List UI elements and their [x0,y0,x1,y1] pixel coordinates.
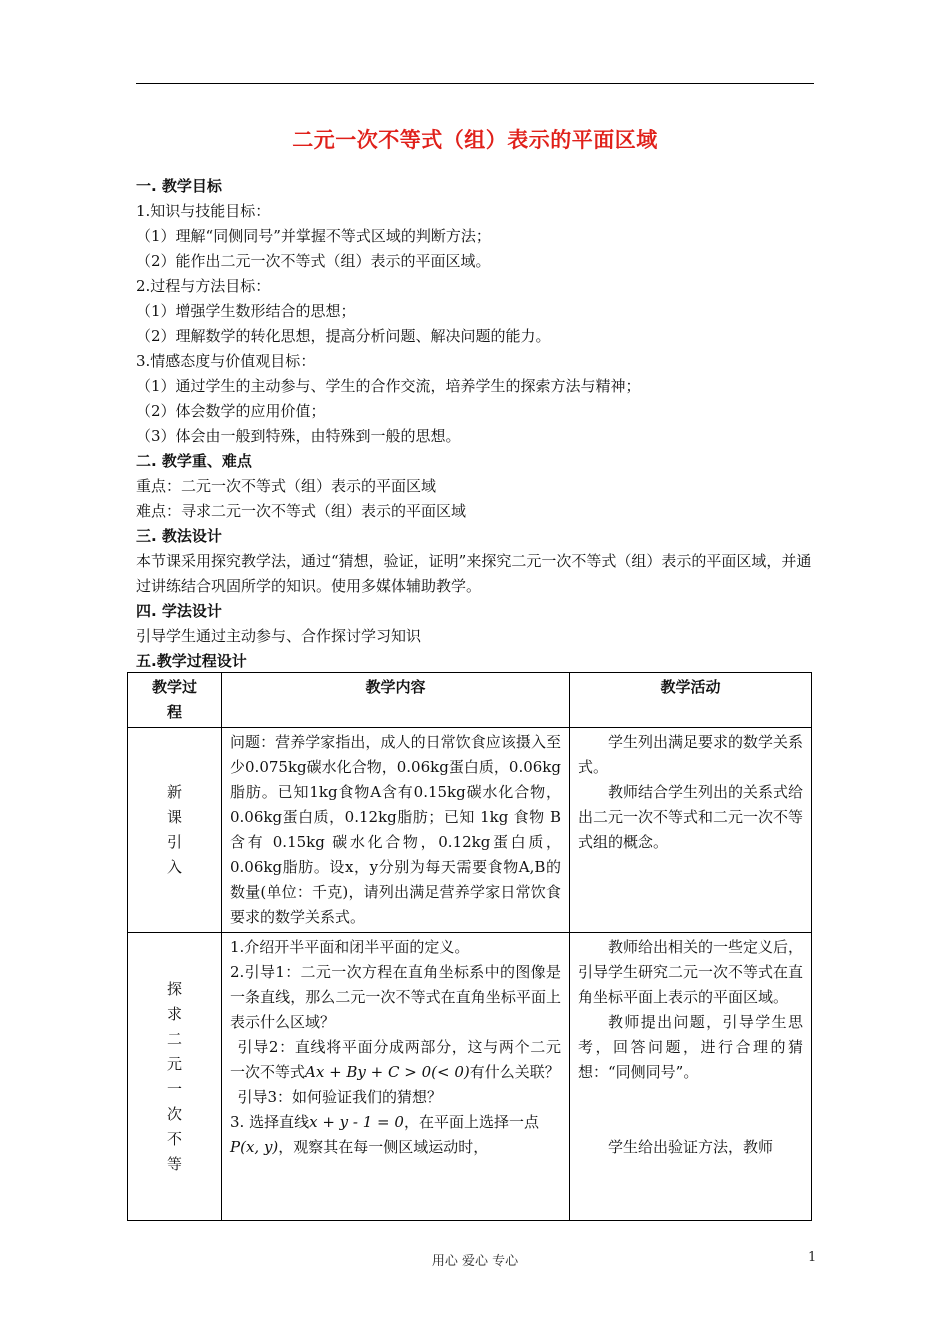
paragraph: 引导学生通过主动参与、合作探讨学习知识 [136,627,422,645]
text-line: （1）理解“同侧同号”并掌握不等式区域的判断方法； [136,227,491,245]
text-line: 1.知识与技能目标： [136,202,271,220]
text-line: （2）体会数学的应用价值； [136,402,326,420]
text-line: （2）理解数学的转化思想，提高分析问题、解决问题的能力。 [136,327,551,345]
text-line: （1）增强学生数形结合的思想； [136,302,356,320]
table-row [128,933,812,1221]
page-footer: 用心 爱心 专心 [431,1254,519,1269]
inequality-formula: Ax + By + C > 0(< 0) [305,1063,470,1081]
section-heading-5: 五.教学过程设计 [136,652,247,670]
section-heading-4: 四. 学法设计 [136,602,222,620]
content-cell: 1.介绍开半平面和闭半平面的定义。 2.引导1：二元一次方程在直角坐标系中的图像是一条直线，那么二元一次不等式在直角坐标平面上表示什么区域？ 引导2：直线将平面分成两部分，这与两个二元一次不等式Ax + By + C > 0(< 0)有什么关联？ 引导3：如何验证我们的猜想？ 3. 选择直线x + y - 1 = 0，在平面上选择一点 P(x, y)，观察其在每一侧区域运动时， [222,933,570,1221]
process-table [127,672,812,1221]
text-line: 难点：寻求二元一次不等式（组）表示的平面区域 [136,502,467,520]
section-heading-2: 二. 教学重、难点 [136,452,252,470]
text-line: 3.情感态度与价值观目标： [136,352,316,370]
text-line: （3）体会由一般到特殊，由特殊到一般的思想。 [136,427,461,445]
table-header-row [128,673,812,728]
point-formula: P(x, y) [230,1138,279,1156]
activity-cell: 学生列出满足要求的数学关系式。 教师结合学生列出的关系式给出二元一次不等式和二元一次不等式组的概念。 [570,728,812,933]
section-heading-1: 一. 教学目标 [136,177,222,195]
paragraph: 本节课采用探究教学法，通过“猜想，验证，证明”来探究二元一次不等式（组）表示的平面区域，并通过讲练结合巩固所学的知识。使用多媒体辅助教学。 [136,552,812,595]
guide-2: 引导2：直线将平面分成两部分，这与两个二元一次不等式Ax + By + C > 0(< 0)有什么关联？ [230,1038,561,1081]
table-row [128,728,812,933]
line-equation: x + y - 1 = 0 [309,1113,404,1131]
section-heading-3: 三. 教法设计 [136,527,222,545]
page-number: 1 [808,1250,817,1265]
text-line: 重点：二元一次不等式（组）表示的平面区域 [136,477,437,495]
step-3-cont: P(x, y)，观察其在每一侧区域运动时， [230,1138,489,1156]
stage-cell: 探 求 二 元 一 次 不 等 [128,933,222,1221]
text-line: 2.过程与方法目标： [136,277,271,295]
content-cell: 问题：营养学家指出，成人的日常饮食应该摄入至少0.075kg碳水化合物，0.06kg蛋白质，0.06kg脂肪。已知1kg食物A含有0.15kg碳水化合物，0.06kg蛋白质，0.12kg脂肪；已知 1kg 食物 B 含有 0.15kg 碳水化合物，0.12kg蛋白质，0.06kg脂肪。设x，y分别为每天需要食物A,B的数量(单位：千克)，请列出满足营养学家日常饮食要求的数学关系式。 [222,728,570,933]
document-body [136,174,814,674]
table-header: 教学内容 [222,673,570,728]
table-header: 教学活动 [570,673,812,728]
stage-cell: 新 课 引 入 [128,728,222,933]
page-title: 二元一次不等式（组）表示的平面区域 [292,127,658,152]
activity-cell: 教师给出相关的一些定义后，引导学生研究二元一次不等式在直角坐标平面上表示的平面区域。 教师提出问题，引导学生思考，回答问题，进行合理的猜想：“同侧同号”。 学生给出验证方法，教师 [570,933,812,1221]
step-3: 3. 选择直线x + y - 1 = 0，在平面上选择一点 [230,1113,539,1131]
text-line: （2）能作出二元一次不等式（组）表示的平面区域。 [136,252,491,270]
text-line: （1）通过学生的主动参与、学生的合作交流，培养学生的探索方法与精神； [136,377,641,395]
table-header: 教学过程 [128,673,222,728]
header-rule [136,83,814,84]
